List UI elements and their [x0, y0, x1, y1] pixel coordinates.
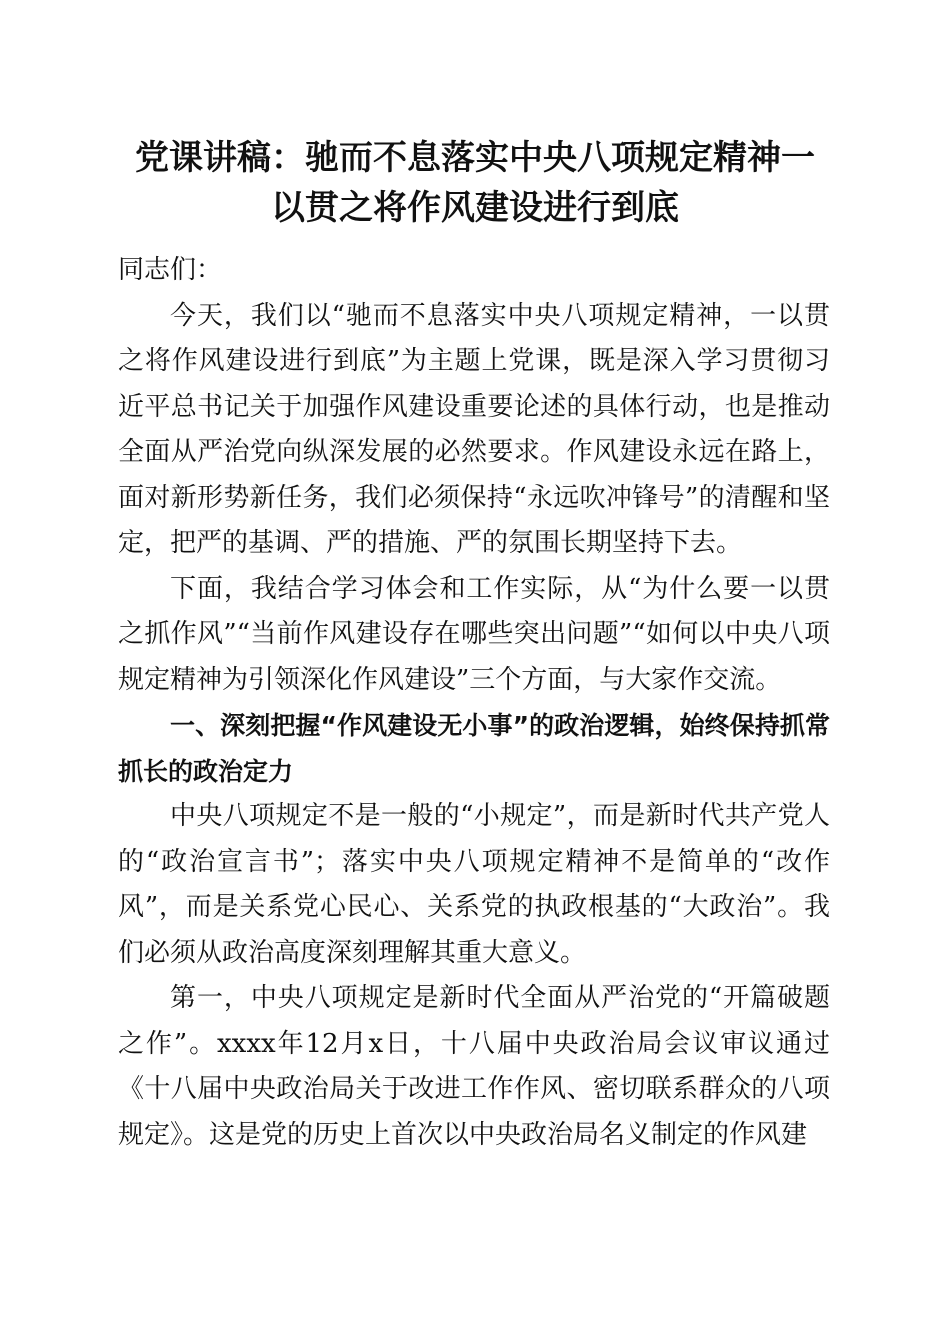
paragraph-intro: 今天，我们以“驰而不息落实中央八项规定精神，一以贯之将作风建设进行到底”为主题上党课，既是深入学习贯彻习近平总书记关于加强作风建设重要论述的具体行动，也是推动全面从严治党向纵深发展的必然要求。作风建设永远在路上，面对新形势新任务，我们必须保持“永远吹冲锋号”的清醒和坚定，把严的基调、严的措施、严的氛围长期坚持下去。	[118, 300, 830, 558]
title-line-2: 以贯之将作风建设进行到底	[271, 188, 679, 228]
document-title	[110, 133, 840, 233]
section-heading-1: 一、深刻把握“作风建设无小事”的政治逻辑，始终保持抓常抓长的政治定力	[118, 711, 830, 786]
paragraph-section-1-intro: 中央八项规定不是一般的“小规定”，而是新时代共产党人的“政治宣言书”；落实中央八项规定精神不是简单的“改作风”，而是关系党心民心、关系党的执政根基的“大政治”。我们必须从政治高度深刻理解其重大意义。	[118, 801, 830, 968]
salutation: 同志们：	[118, 255, 223, 285]
paragraph-outline: 下面，我结合学习体会和工作实际，从“为什么要一以贯之抓作风”“当前作风建设存在哪些突出问题”“如何以中央八项规定精神为引领深化作风建设”三个方面，与大家作交流。	[118, 573, 830, 695]
title-line-1: 党课讲稿：驰而不息落实中央八项规定精神一	[135, 138, 815, 178]
document-body	[118, 248, 830, 1158]
paragraph-first-point: 第一，中央八项规定是新时代全面从严治党的“开篇破题之作”。xxxx年12月x日，十八届中央政治局会议审议通过《十八届中央政治局关于改进工作作风、密切联系群众的八项规定》。这是党的历史上首次以中央政治局名义制定的作风建	[118, 983, 830, 1150]
